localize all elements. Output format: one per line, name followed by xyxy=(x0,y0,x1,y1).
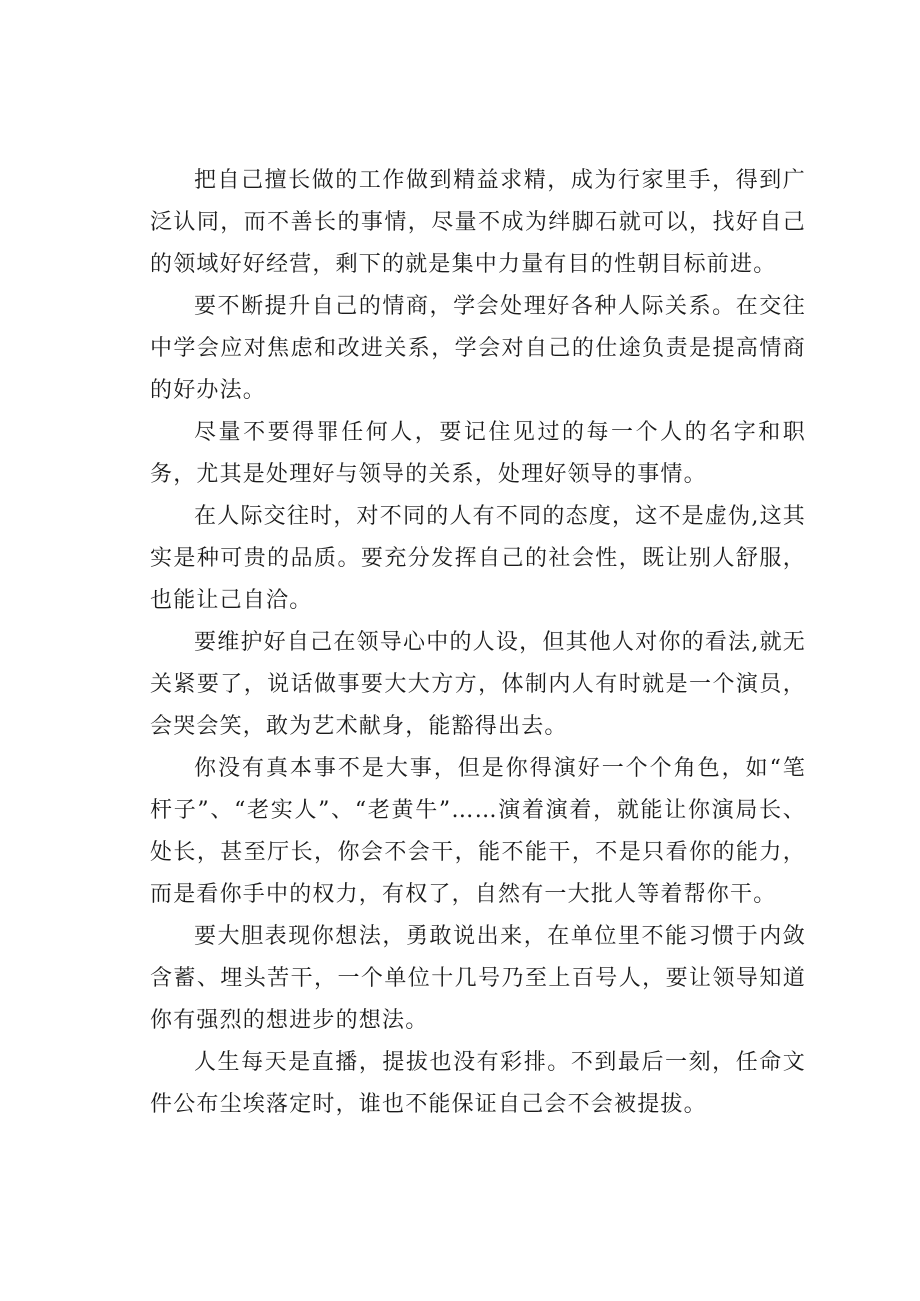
paragraph-7: 要大胆表现你想法，勇敢说出来，在单位里不能习惯于内敛含蓄、埋头苦干，一个单位十几号乃至上百号人，要让领导知道你有强烈的想进步的想法。 xyxy=(150,924,806,1033)
paragraph-6: 你没有真本事不是大事，但是你得演好一个个角色，如“笔杆子”、“老实人”、“老黄牛”……演着演着，就能让你演局长、处长，甚至厅长，你会不会干，能不能干，不是只看你的能力，而是看你手中的权力，有权了，自然有一大批人等着帮你干。 xyxy=(150,756,806,907)
paragraph-3: 尽量不要得罪任何人，要记住见过的每一个人的名字和职务，尤其是处理好与领导的关系，处理好领导的事情。 xyxy=(150,420,806,487)
paragraph-1: 把自己擅长做的工作做到精益求精，成为行家里手，得到广泛认同，而不善长的事情，尽量不成为绊脚石就可以，找好自己的领域好好经营，剩下的就是集中力量有目的性朝目标前进。 xyxy=(150,168,806,277)
document-body xyxy=(150,160,806,1126)
paragraph-8: 人生每天是直播，提拔也没有彩排。不到最后一刻，任命文件公布尘埃落定时，谁也不能保证自己会不会被提拔。 xyxy=(150,1050,806,1117)
paragraph-5: 要维护好自己在领导心中的人设，但其他人对你的看法,就无关紧要了，说话做事要大大方方，体制内人有时就是一个演员，会哭会笑，敢为艺术献身，能豁得出去。 xyxy=(150,630,806,739)
paragraph-2: 要不断提升自己的情商，学会处理好各种人际关系。在交往中学会应对焦虑和改进关系，学会对自己的仕途负责是提高情商的好办法。 xyxy=(150,294,806,403)
paragraph-4: 在人际交往时，对不同的人有不同的态度，这不是虚伪,这其实是种可贵的品质。要充分发挥自己的社会性，既让别人舒服，也能让己自洽。 xyxy=(150,504,806,613)
